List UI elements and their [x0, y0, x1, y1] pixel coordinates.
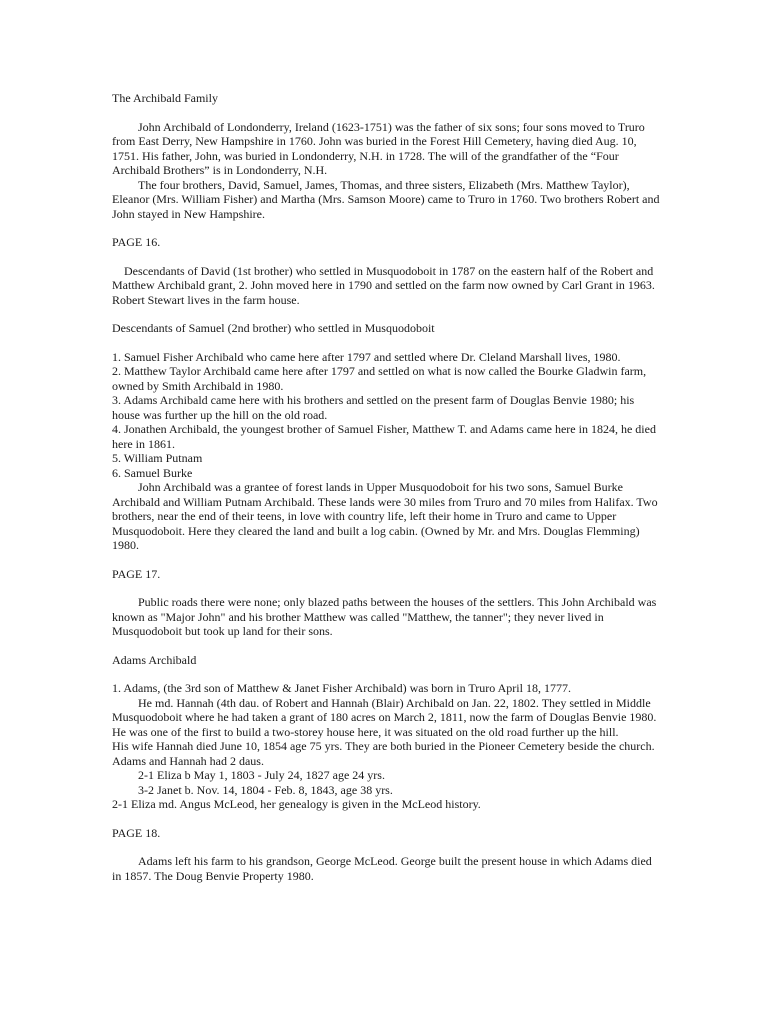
list-item: 4. Jonathen Archibald, the youngest brother of Samuel Fisher, Matthew T. and Adams came here in 1824, he died here in 1861. — [112, 422, 656, 451]
public-roads-paragraph: Public roads there were none; only blazed paths between the houses of the settlers. This John Archibald was known as "Major John" and his brother Matthew was called "Matthew, the tanner"; they never lived in Musquodoboit but took up land for their sons. — [112, 595, 657, 638]
farm-inheritance-paragraph: Adams left his farm to his grandson, George McLeod. George built the present house in which Adams died in 1857. The Doug Benvie Property 1980. — [112, 854, 652, 883]
document-title: The Archibald Family — [112, 91, 218, 105]
list-item: 2. Matthew Taylor Archibald came here after 1797 and settled on what is now called the Bourke Gladwin farm, owned by Smith Archibald in 1980. — [112, 364, 647, 393]
samuel-descendants-list — [112, 350, 660, 481]
document-body — [112, 91, 660, 883]
page-17-marker: PAGE 17. — [112, 566, 161, 581]
eliza-marriage-line: 2-1 Eliza md. Angus McLeod, her genealogy is given in the McLeod history. — [112, 797, 481, 811]
david-descendants-paragraph: Descendants of David (1st brother) who settled in Musquodoboit in 1787 on the eastern half of the Robert and Matthew Archibald grant, 2. John moved here in 1790 and settled on the farm now owned by Carl Grant in 1963. Robert Stewart lives in the farm house. — [112, 263, 655, 307]
samuel-descendants-heading: Descendants of Samuel (2nd brother) who settled in Musquodoboit — [112, 321, 435, 335]
intro-paragraph-2: The four brothers, David, Samuel, James, Thomas, and three sisters, Elizabeth (Mrs. Matthew Taylor), Eleanor (Mrs. William Fisher) and Martha (Mrs. Samson Moore) came to Truro in 1760. Two brothers Robert and John stayed in New Hampshire. — [112, 177, 660, 221]
adams-archibald-heading: Adams Archibald — [112, 652, 197, 667]
adams-marriage-paragraph: He md. Hannah (4th dau. of Robert and Hannah (Blair) Archibald on Jan. 22, 1802. They settled in Middle Musquodoboit where he had taken a grant of 180 acres on March 2, 1811, now the farm of Douglas Benvie 1980. He was one of the first to build a two-storey house here, it was situated on the old road further up the hill. — [112, 695, 657, 739]
page-18-marker: PAGE 18. — [112, 825, 161, 840]
page-16-marker: PAGE 16. — [112, 235, 161, 249]
list-item: 6. Samuel Burke — [112, 465, 193, 480]
daughter-entry: 3-2 Janet b. Nov. 14, 1804 - Feb. 8, 1843, age 38 yrs. — [138, 782, 393, 797]
grantee-paragraph: John Archibald was a grantee of forest lands in Upper Musquodoboit for his two sons, Samuel Burke Archibald and William Putnam Archibald. These lands were 30 miles from Truro and 70 miles from Halifax. Two brothers, near the end of their teens, in love with country life, left their home in Truro and came to Upper Musquodoboit. Here they cleared the land and built a log cabin. (Owned by Mr. and Mrs. Douglas Flemming) 1980. — [112, 480, 658, 552]
list-item: 5. William Putnam — [112, 451, 203, 465]
daughter-entry: 2-1 Eliza b May 1, 1803 - July 24, 1827 age 24 yrs. — [138, 768, 385, 782]
list-item: 3. Adams Archibald came here with his brothers and settled on the present farm of Douglas Benvie 1980; his house was further up the hill on the old road. — [112, 393, 635, 422]
adams-birth-line: 1. Adams, (the 3rd son of Matthew & Janet Fisher Archibald) was born in Truro April 18, 1777. — [112, 681, 571, 695]
hannah-death-paragraph: His wife Hannah died June 10, 1854 age 75 yrs. They are both buried in the Pioneer Cemetery beside the church. Adams and Hannah had 2 daus. — [112, 739, 655, 768]
list-item: 1. Samuel Fisher Archibald who came here after 1797 and settled where Dr. Cleland Marshall lives, 1980. — [112, 349, 621, 364]
intro-paragraph-1: John Archibald of Londonderry, Ireland (1623-1751) was the father of six sons; four sons moved to Truro from East Derry, New Hampshire in 1760. John was buried in the Forest Hill Cemetery, having died Aug. 10, 1751. His father, John, was buried in Londonderry, N.H. in 1728. The will of the grandfather of the “Four Archibald Brothers” is in Londonderry, N.H. — [112, 119, 645, 177]
